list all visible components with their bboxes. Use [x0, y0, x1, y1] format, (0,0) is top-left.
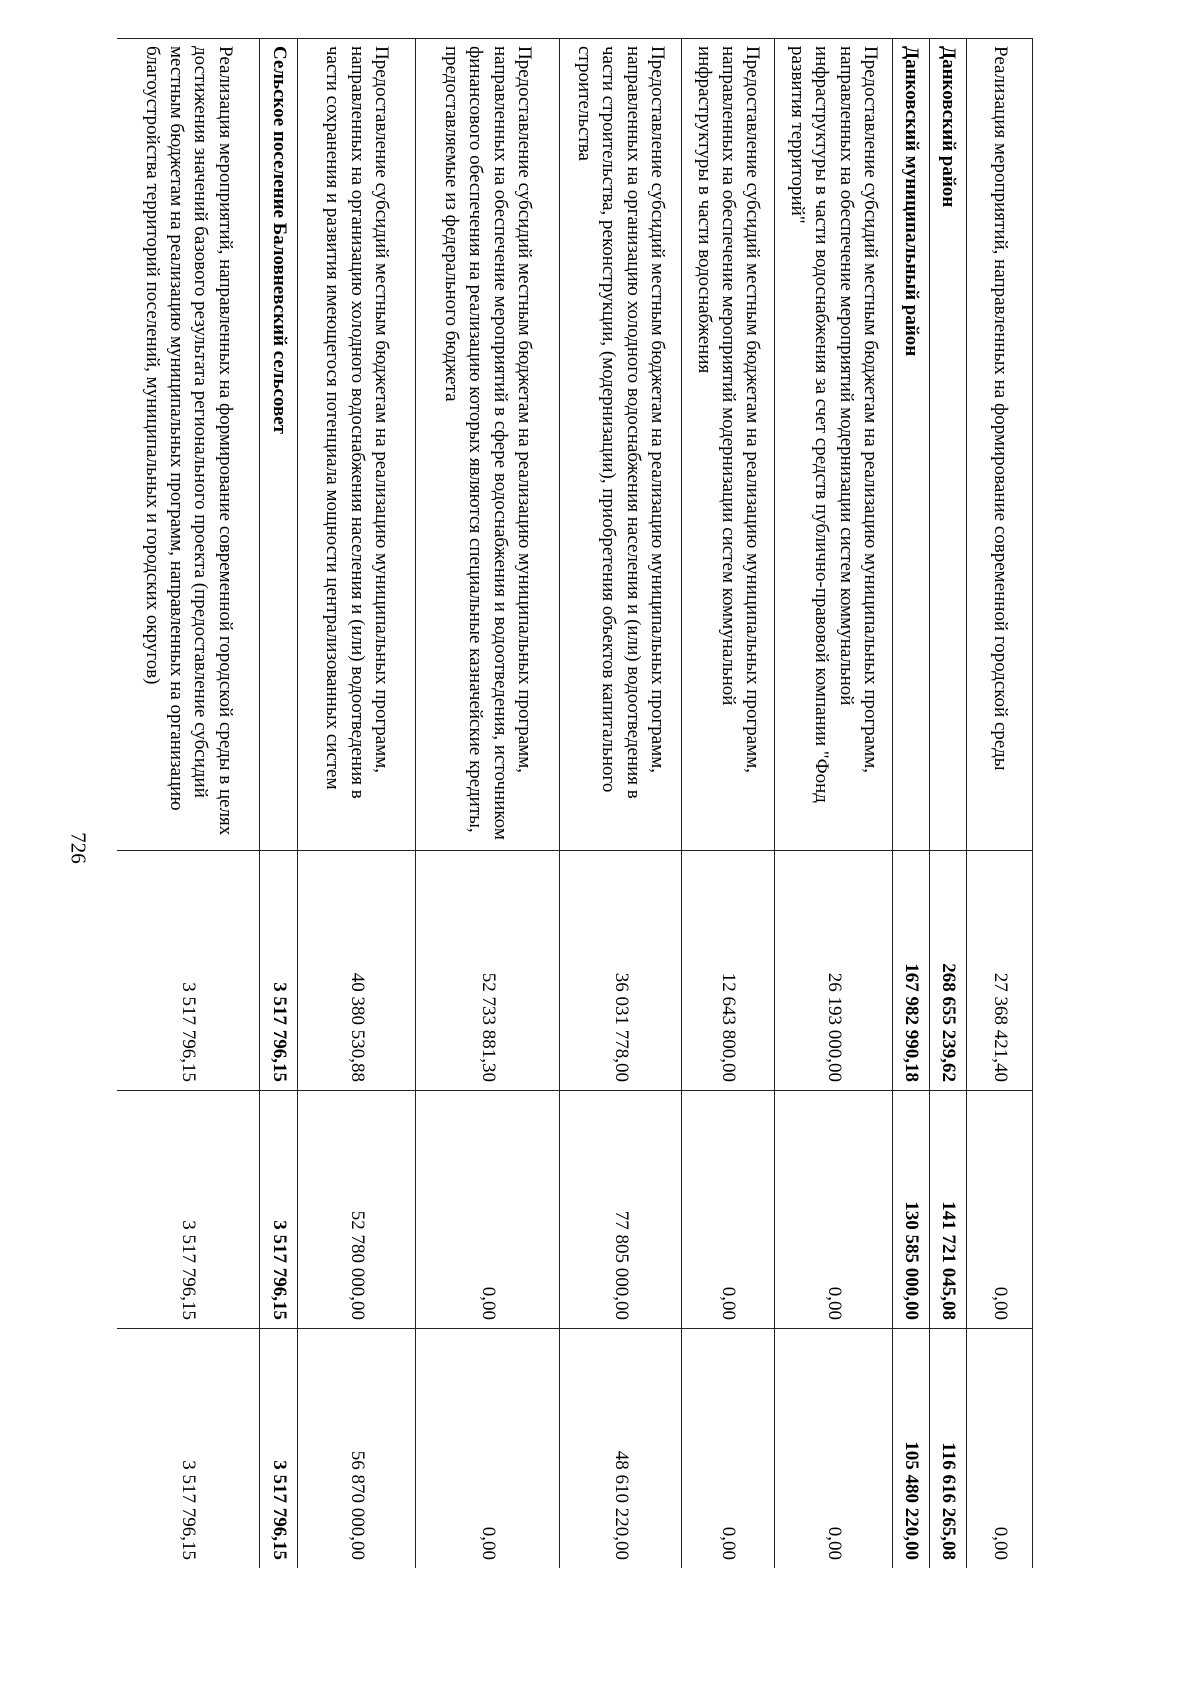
value-year-2: 0,00: [967, 1091, 1033, 1329]
value-year-2: 3 517 796,15: [260, 1091, 298, 1329]
value-year-2: 141 721 045,08: [930, 1091, 967, 1329]
table-row: [416, 39, 560, 1569]
table-row: [560, 39, 682, 1569]
row-description: Предоставление субсидий местным бюджетам на реализацию муниципальных программ, направленных на организацию холодного водоснабжения населения и (или) водоотведения в части строительства, реконструкции, (модернизации), приобретения объектов капитального строительства: [560, 39, 682, 851]
value-year-3: 0,00: [967, 1329, 1033, 1569]
value-year-3: 3 517 796,15: [117, 1329, 260, 1569]
row-description: Реализация мероприятий, направленных на формирование современной городской среды: [967, 39, 1033, 851]
value-year-2: 0,00: [416, 1091, 560, 1329]
value-year-3: 56 870 000,00: [298, 1329, 416, 1569]
value-year-1: 12 643 800,00: [682, 851, 775, 1091]
row-description: Предоставление субсидий местным бюджетам на реализацию муниципальных программ, направленных на обеспечение мероприятий модернизации систем коммунальной инфраструктуры в части водоснабжения за счет средств публично-правовой компании "Фонд развития территорий": [775, 39, 893, 851]
value-year-3: 105 480 220,00: [893, 1329, 930, 1569]
value-year-2: 0,00: [682, 1091, 775, 1329]
value-year-3: 0,00: [682, 1329, 775, 1569]
row-description: Реализация мероприятий, направленных на формирование современной городской среды в целях достижения значений базового результата регионального проекта (предоставление субсидий местным бюджетам на реализацию муниципальных программ, направленных на организацию благоустройства территорий поселений, муниципальных и городских округов): [117, 39, 260, 851]
value-year-3: 0,00: [775, 1329, 893, 1569]
value-year-3: 3 517 796,15: [260, 1329, 298, 1569]
value-year-1: 268 655 239,62: [930, 851, 967, 1091]
table-row: [893, 39, 930, 1569]
table-row: [117, 39, 260, 1569]
table-row: [260, 39, 298, 1569]
row-description: Данковский муниципальный район: [893, 39, 930, 851]
table-row: [298, 39, 416, 1569]
row-description: Предоставление субсидий местным бюджетам на реализацию муниципальных программ, направленных на обеспечение мероприятий модернизации систем коммунальной инфраструктуры в части водоснабжения: [682, 39, 775, 851]
value-year-2: 130 585 000,00: [893, 1091, 930, 1329]
value-year-2: 52 780 000,00: [298, 1091, 416, 1329]
value-year-1: 167 982 990,18: [893, 851, 930, 1091]
table-row: [930, 39, 967, 1569]
table-row: [967, 39, 1033, 1569]
table-row: [775, 39, 893, 1569]
value-year-3: 116 616 265,08: [930, 1329, 967, 1569]
value-year-1: 26 193 000,00: [775, 851, 893, 1091]
value-year-2: 3 517 796,15: [117, 1091, 260, 1329]
table-row: [682, 39, 775, 1569]
value-year-1: 27 368 421,40: [967, 851, 1033, 1091]
budget-table: [117, 38, 1033, 1568]
value-year-3: 48 610 220,00: [560, 1329, 682, 1569]
table-rotation-wrapper: [117, 38, 1033, 1568]
page-number: 726: [66, 832, 91, 864]
row-description: Предоставление субсидий местным бюджетам на реализацию муниципальных программ, направленных на организацию холодного водоснабжения населения и (или) водоотведения в части сохранения и развития имеющегося потенциала мощности централизованных систем: [298, 39, 416, 851]
value-year-1: 52 733 881,30: [416, 851, 560, 1091]
value-year-1: 3 517 796,15: [260, 851, 298, 1091]
value-year-1: 40 380 530,88: [298, 851, 416, 1091]
value-year-1: 3 517 796,15: [117, 851, 260, 1091]
row-description: Предоставление субсидий местным бюджетам на реализацию муниципальных программ, направленных на обеспечение мероприятий в сфере водоснабжения и водоотведения, источником финансового обеспечения на реализацию которых являются специальные казначейские кредиты, предоставляемые из федерального бюджета: [416, 39, 560, 851]
row-description: Данковский район: [930, 39, 967, 851]
value-year-1: 36 031 778,00: [560, 851, 682, 1091]
value-year-3: 0,00: [416, 1329, 560, 1569]
value-year-2: 77 805 000,00: [560, 1091, 682, 1329]
row-description: Сельское поселение Баловневский сельсовет: [260, 39, 298, 851]
rotated-table-frame: [117, 38, 1033, 1568]
value-year-2: 0,00: [775, 1091, 893, 1329]
